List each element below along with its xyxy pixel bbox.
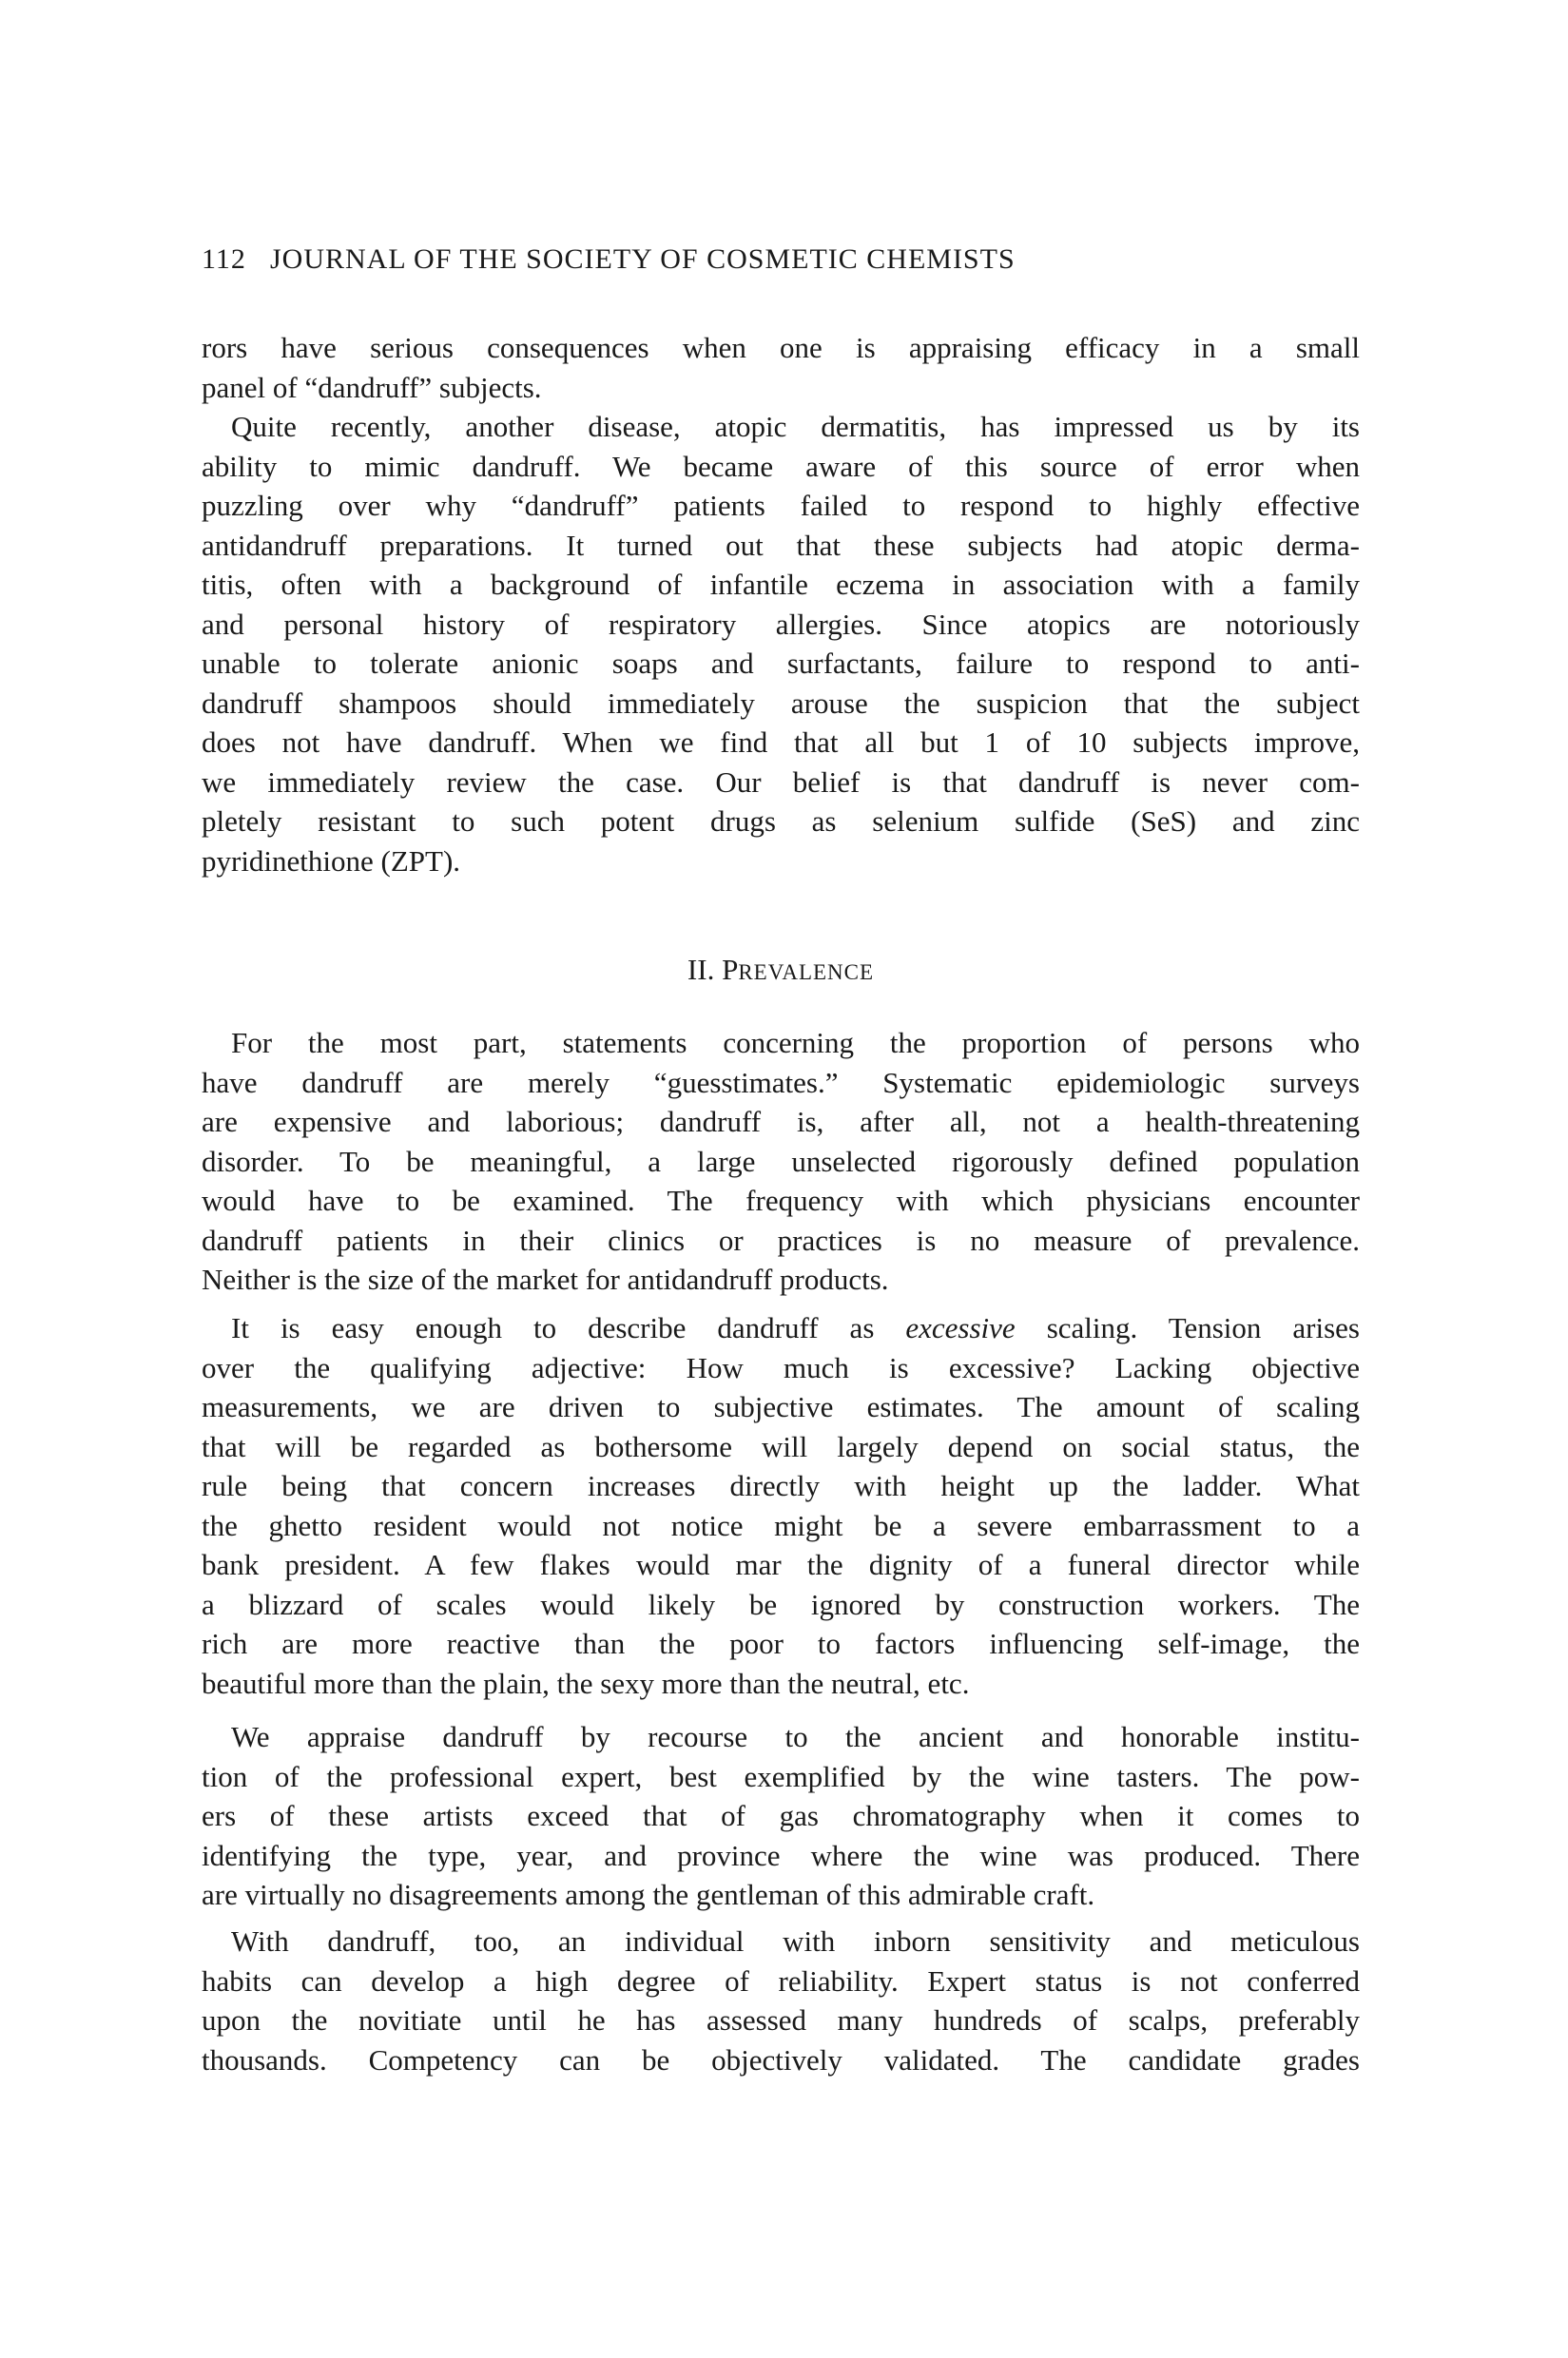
paragraph (202, 407, 1360, 880)
text-line: puzzling over why “dandruff” patients failed to respond to highly effective (202, 489, 1360, 522)
paragraph (202, 1922, 1360, 2079)
text-segment: scaling. Tension arises (1015, 1311, 1360, 1344)
text-line: We appraise dandruff by recourse to the ancient and honorable institu- (231, 1720, 1360, 1753)
text-line: unable to tolerate anionic soaps and surfactants, failure to respond to anti- (202, 647, 1360, 680)
section-heading-numeral: II. P (687, 953, 739, 986)
text-line: are virtually no disagreements among the gentleman of this admirable craft. (202, 1878, 1095, 1911)
text-line: upon the novitiate until he has assessed many hundreds of scalps, preferably (202, 2003, 1360, 2037)
text-line: Neither is the size of the market for antidandruff products. (202, 1263, 889, 1296)
text-line: have dandruff are merely “guesstimates.” Systematic epidemiologic surveys (202, 1065, 1360, 1099)
text-line: pletely resistant to such potent drugs as selenium sulfide (SeS) and zinc (202, 804, 1360, 838)
text-line: rich are more reactive than the poor to factors influencing self-image, the (202, 1627, 1360, 1660)
text-line: we immediately review the case. Our belief is that dandruff is never com- (202, 764, 1360, 799)
text-line: dandruff patients in their clinics or practices is no measure of prevalence. (202, 1223, 1360, 1257)
text-line: antidandruff preparations. It turned out that these subjects had atopic derma- (202, 528, 1360, 562)
italic-text: excessive (905, 1311, 1016, 1344)
text-line: and personal history of respiratory allergies. Since atopics are notoriously (202, 607, 1360, 641)
text-line: thousands. Competency can be objectively validated. The candidate grades (202, 2042, 1360, 2077)
text-line: rors have serious consequences when one is appraising efficacy in a small (202, 331, 1360, 364)
text-line: ers of these artists exceed that of gas chromatography when it comes to (202, 1799, 1360, 1832)
text-line: Quite recently, another disease, atopic dermatitis, has impressed us by its (231, 410, 1360, 443)
text-line: identifying the type, year, and province where the wine was produced. There (202, 1838, 1360, 1872)
text-line: For the most part, statements concerning the proportion of persons who (231, 1026, 1360, 1059)
page-number: 112 (202, 243, 246, 275)
text-line: that will be regarded as bothersome will largely depend on social status, the (202, 1429, 1360, 1463)
paragraph (202, 1717, 1360, 1915)
text-line: With dandruff, too, an individual with inborn sensitivity and meticulous (231, 1924, 1360, 1958)
journal-title: JOURNAL OF THE SOCIETY OF COSMETIC CHEMISTS (270, 243, 1016, 275)
text-line: ability to mimic dandruff. We became aware of this source of error when (202, 449, 1360, 483)
text-line: does not have dandruff. When we find that all but 1 of 10 subjects improve, (202, 725, 1360, 759)
text-line (202, 1308, 1360, 1348)
section-heading (202, 953, 1360, 987)
text-line: titis, often with a background of infantile eczema in association with a family (202, 568, 1360, 601)
paragraph (202, 1308, 1360, 1703)
text-line: beautiful more than the plain, the sexy more than the neutral, etc. (202, 1666, 970, 1700)
text-line: habits can develop a high degree of reliability. Expert status is not conferred (202, 1963, 1360, 1998)
text-segment: It is easy enough to describe dandruff as (231, 1311, 906, 1344)
running-header (202, 243, 1360, 276)
text-line: would have to be examined. The frequency with which physicians encounter (202, 1184, 1360, 1217)
text-line: disorder. To be meaningful, a large unselected rigorously defined population (202, 1144, 1360, 1178)
text-line: dandruff shampoos should immediately arouse the suspicion that the subject (202, 686, 1360, 720)
text-line: tion of the professional expert, best exemplified by the wine tasters. The pow- (202, 1759, 1360, 1793)
text-line: a blizzard of scales would likely be ignored by construction workers. The (202, 1587, 1360, 1621)
text-line: over the qualifying adjective: How much is excessive? Lacking objective (202, 1350, 1360, 1384)
text-line: are expensive and laborious; dandruff is, after all, not a health-threatening (202, 1105, 1360, 1138)
text-line: rule being that concern increases directly with height up the ladder. What (202, 1469, 1360, 1502)
text-line: the ghetto resident would not notice might be a severe embarrassment to a (202, 1508, 1360, 1542)
paragraph (202, 1023, 1360, 1300)
text-line: pyridinethione (ZPT). (202, 843, 461, 878)
text-line: measurements, we are driven to subjective estimates. The amount of scaling (202, 1390, 1360, 1423)
text-line: bank president. A few flakes would mar the dignity of a funeral director while (202, 1548, 1360, 1581)
section-heading-title: REVALENCE (738, 960, 875, 984)
text-line: panel of “dandruff” subjects. (202, 370, 542, 404)
paragraph (202, 328, 1360, 407)
